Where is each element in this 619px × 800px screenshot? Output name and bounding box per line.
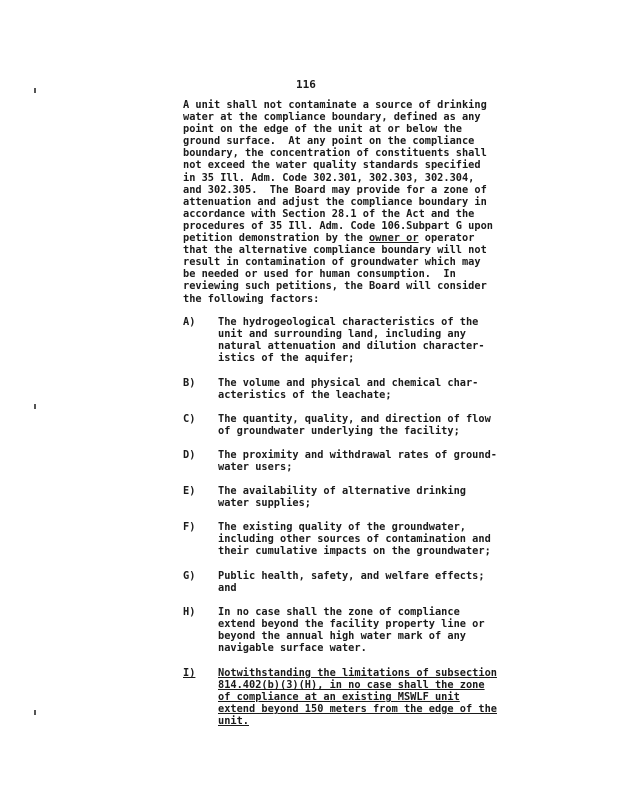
factor-line: of compliance at an existing MSWLF unit [218, 691, 460, 704]
intro-line: the following factors: [183, 292, 320, 305]
intro-line: reviewing such petitions, the Board will consider [183, 280, 487, 293]
intro-line: that the alternative compliance boundary will not [183, 244, 487, 257]
factor-text [218, 570, 553, 594]
factor-letter: F) [183, 521, 196, 533]
factor-line: Public health, safety, and welfare effects; [218, 570, 485, 582]
factor-line: The hydrogeological characteristics of the [218, 316, 479, 328]
intro-line-owner-operator [183, 232, 548, 244]
factor-text [218, 667, 553, 727]
intro-line: point on the edge of the unit at or below the [183, 123, 462, 136]
intro-line: ground surface. At any point on the compliance [183, 135, 475, 148]
page-number: 116 [296, 78, 316, 91]
factor-line: The existing quality of the groundwater, [218, 521, 466, 533]
factor-letter: B) [183, 377, 196, 389]
intro-line: accordance with Section 28.1 of the Act and the [183, 207, 475, 220]
factor-line: unit. [218, 715, 249, 728]
intro-line: boundary, the concentration of constituents shall [183, 147, 487, 160]
intro-line: result in contamination of groundwater which may [183, 256, 481, 269]
factor-letter: A) [183, 316, 196, 328]
intro-line: procedures of 35 Ill. Adm. Code 106.Subpart G upon [183, 219, 493, 232]
factor-line: The quantity, quality, and direction of flow [218, 413, 491, 425]
factor-letter: G) [183, 570, 196, 582]
margin-mark [34, 88, 36, 93]
margin-mark [34, 710, 36, 715]
margin-mark [34, 404, 36, 409]
intro-line-part: operator [418, 232, 475, 245]
factor-line: 814.402(b)(3)(H), in no case shall the zone [218, 679, 485, 692]
factor-text [218, 606, 553, 654]
factor-line: unit and surrounding land, including any [218, 328, 466, 341]
factor-line: water supplies; [218, 497, 311, 510]
factor-line: acteristics of the leachate; [218, 389, 392, 402]
factor-line: In no case shall the zone of compliance [218, 606, 460, 618]
factor-line: The volume and physical and chemical char- [218, 377, 479, 389]
factor-line: of groundwater underlying the facility; [218, 425, 460, 438]
factor-letter: D) [183, 449, 196, 461]
factor-line: navigable surface water. [218, 642, 367, 655]
factor-line: beyond the annual high water mark of any [218, 630, 466, 643]
intro-paragraph [183, 99, 548, 305]
factor-line: istics of the aquifer; [218, 352, 355, 365]
factor-line: water users; [218, 461, 293, 474]
factor-line: The availability of alternative drinking [218, 485, 466, 497]
factor-letter: I) [183, 667, 196, 679]
factor-line: and [218, 582, 237, 595]
factor-line: including other sources of contamination and [218, 533, 491, 546]
factor-letter: H) [183, 606, 196, 618]
factor-text [218, 449, 553, 473]
factor-line: their cumulative impacts on the groundwater; [218, 545, 491, 558]
intro-line: and 302.305. The Board may provide for a zone of [183, 183, 487, 196]
factor-text [218, 377, 553, 401]
factor-text [218, 521, 553, 557]
factor-letter: C) [183, 413, 196, 425]
factor-text [218, 485, 553, 509]
factor-line: extend beyond the facility property line or [218, 618, 485, 631]
factor-line: The proximity and withdrawal rates of ground- [218, 449, 497, 461]
intro-line: A unit shall not contaminate a source of drinking [183, 99, 487, 111]
intro-line: attenuation and adjust the compliance boundary in [183, 195, 487, 208]
factor-line: extend beyond 150 meters from the edge of the [218, 703, 497, 716]
underlined-owner-or: owner or [368, 232, 419, 245]
intro-line: water at the compliance boundary, defined as any [183, 111, 481, 124]
intro-line: not exceed the water quality standards specified [183, 159, 481, 172]
factor-letter: E) [183, 485, 196, 497]
intro-line-part: petition demonstration by the [183, 232, 369, 245]
factor-line: natural attenuation and dilution character- [218, 340, 485, 353]
intro-line: in 35 Ill. Adm. Code 302.301, 302.303, 302.304, [183, 171, 475, 184]
factor-text [218, 413, 553, 437]
factor-text [218, 316, 553, 364]
intro-line: be needed or used for human consumption. In [183, 268, 456, 281]
factor-line: Notwithstanding the limitations of subsection [218, 667, 497, 679]
